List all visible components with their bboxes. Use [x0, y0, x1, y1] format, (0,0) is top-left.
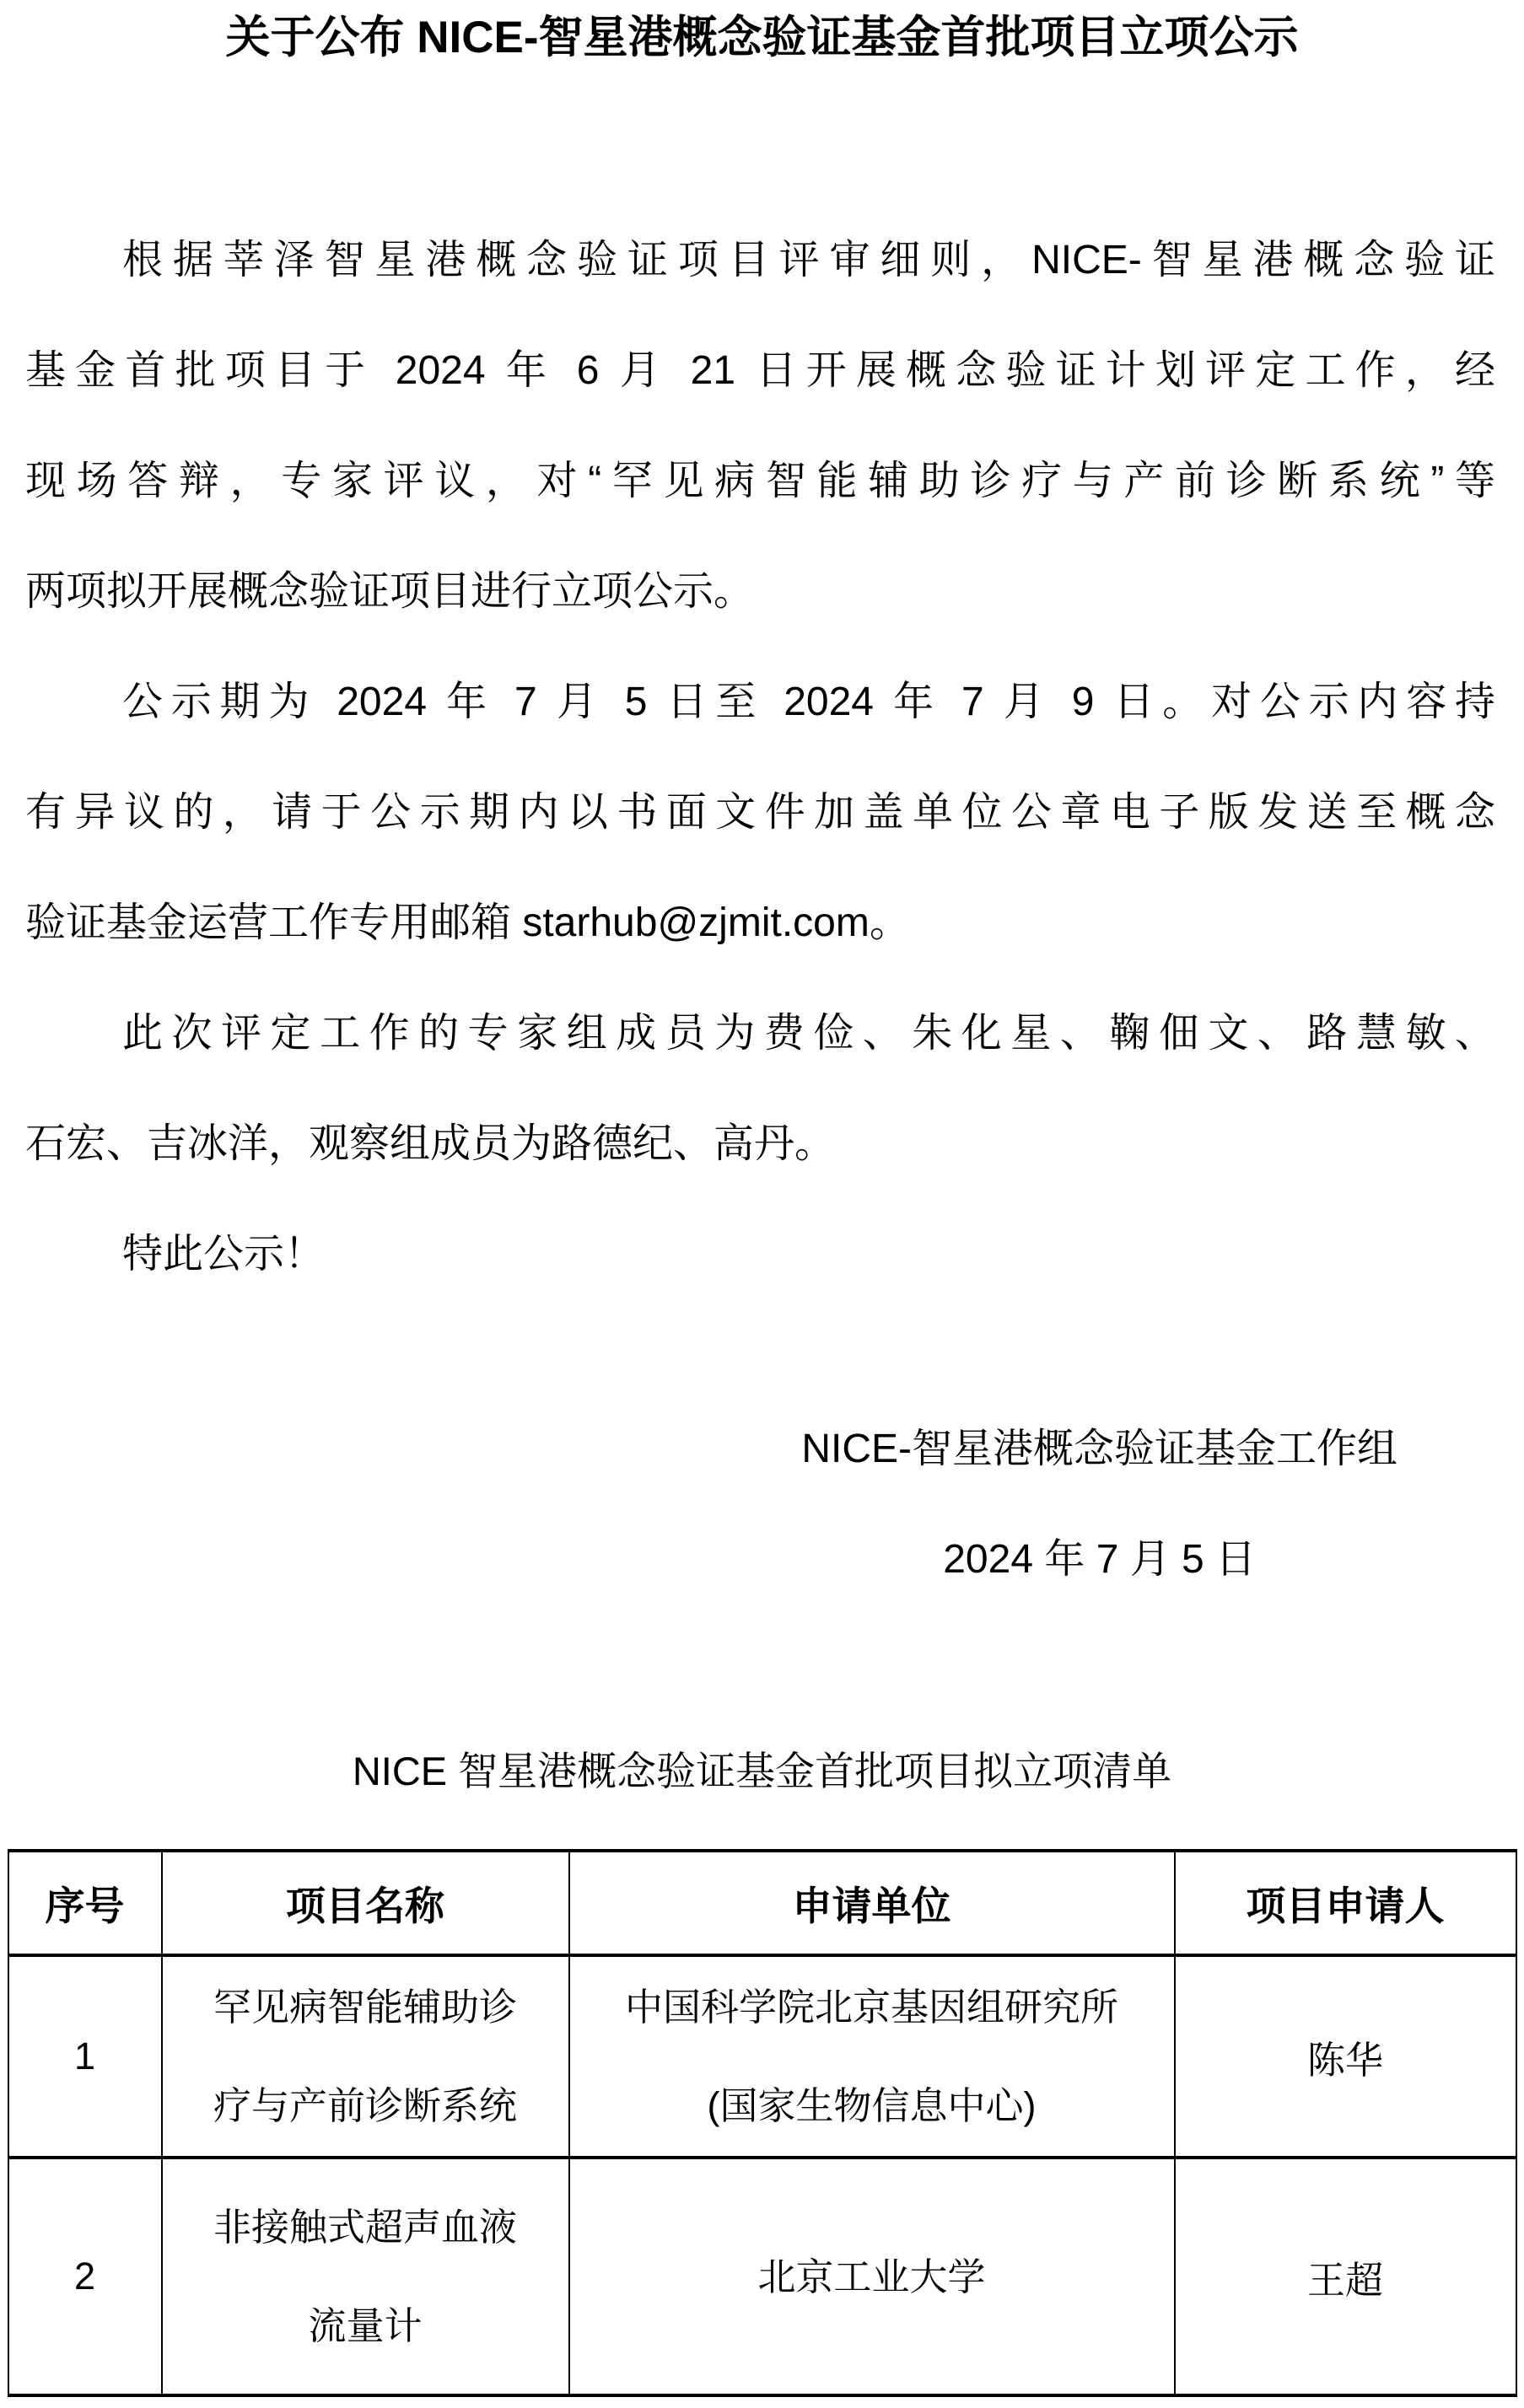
paragraph-1-line-2: 基金首批项目于 2024 年 6 月 21 日开展概念验证计划评定工作，经: [25, 348, 1495, 393]
document-title: 关于公布 NICE-智星港概念验证基金首批项目立项公示: [225, 13, 1299, 62]
paragraph-3-line-2: 石宏、吉冰洋，观察组成员为路德纪、高丹。: [25, 1121, 836, 1166]
closing-statement: 特此公示！: [122, 1232, 326, 1277]
table-header: [8, 1851, 1516, 1955]
paragraph-2-line-2: 有异议的，请于公示期内以书面文件加盖单位公章电子版发送至概念: [25, 790, 1495, 835]
table-row-1: [8, 1955, 1516, 2158]
signature-org: NICE-智星港概念验证基金工作组: [801, 1427, 1397, 1471]
paragraph-3-line-1: 此次评定工作的专家组成员为费俭、朱化星、鞠佃文、路慧敏、: [122, 1011, 1495, 1056]
row-2-index: 2: [8, 2158, 162, 2395]
paragraph-2-line-3: 验证基金运营工作专用邮箱 starhub@zjmit.com。: [25, 900, 910, 945]
paragraph-1-line-4: 两项拟开展概念验证项目进行立项公示。: [25, 569, 755, 614]
col-header-applicant: 项目申请人: [1175, 1851, 1516, 1955]
row-2-applicant: 王超: [1175, 2158, 1516, 2395]
row-1-org-line-1: 中国科学院北京基因组研究所: [624, 1986, 1118, 2029]
row-2-project-name-line-1: 非接触式超声血液: [213, 2206, 517, 2249]
row-1-applicant: 陈华: [1175, 1955, 1516, 2158]
row-1-org: [569, 1955, 1175, 2158]
col-header-org: 申请单位: [569, 1851, 1175, 1955]
row-2-project-name-line-2: 流量计: [308, 2304, 423, 2347]
document-body: [0, 205, 1524, 1309]
row-1-project-name-line-2: 疗与产前诊断系统: [213, 2084, 517, 2127]
signature-date: 2024 年 7 月 5 日: [943, 1537, 1257, 1582]
row-2-org: [569, 2158, 1175, 2395]
paragraph-1-line-1: 根据莘泽智星港概念验证项目评审细则，NICE-智星港概念验证: [122, 238, 1495, 282]
project-list-table: [8, 1849, 1517, 2397]
col-header-index: 序号: [8, 1851, 162, 1955]
row-1-project-name-line-1: 罕见病智能辅助诊: [213, 1986, 517, 2029]
table-body: [8, 1955, 1516, 2395]
row-1-project-name: [162, 1955, 569, 2158]
row-2-project-name: [162, 2158, 569, 2395]
row-1-org-line-2: (国家生物信息中心): [707, 2084, 1037, 2127]
table-row-2: [8, 2158, 1516, 2395]
row-2-org-line-1: 北京工业大学: [757, 2255, 986, 2298]
paragraph-1-line-3: 现场答辩，专家评议，对“罕见病智能辅助诊疗与产前诊断系统”等: [25, 459, 1495, 503]
col-header-project: 项目名称: [162, 1851, 569, 1955]
signature-block: [801, 1394, 1397, 1615]
paragraph-2-line-1: 公示期为 2024 年 7 月 5 日至 2024 年 7 月 9 日。对公示内容持: [122, 680, 1495, 724]
table-header-row: [8, 1851, 1516, 1955]
table-title: NICE 智星港概念验证基金首批项目拟立项清单: [352, 1749, 1172, 1793]
row-1-index: 1: [8, 1955, 162, 2158]
